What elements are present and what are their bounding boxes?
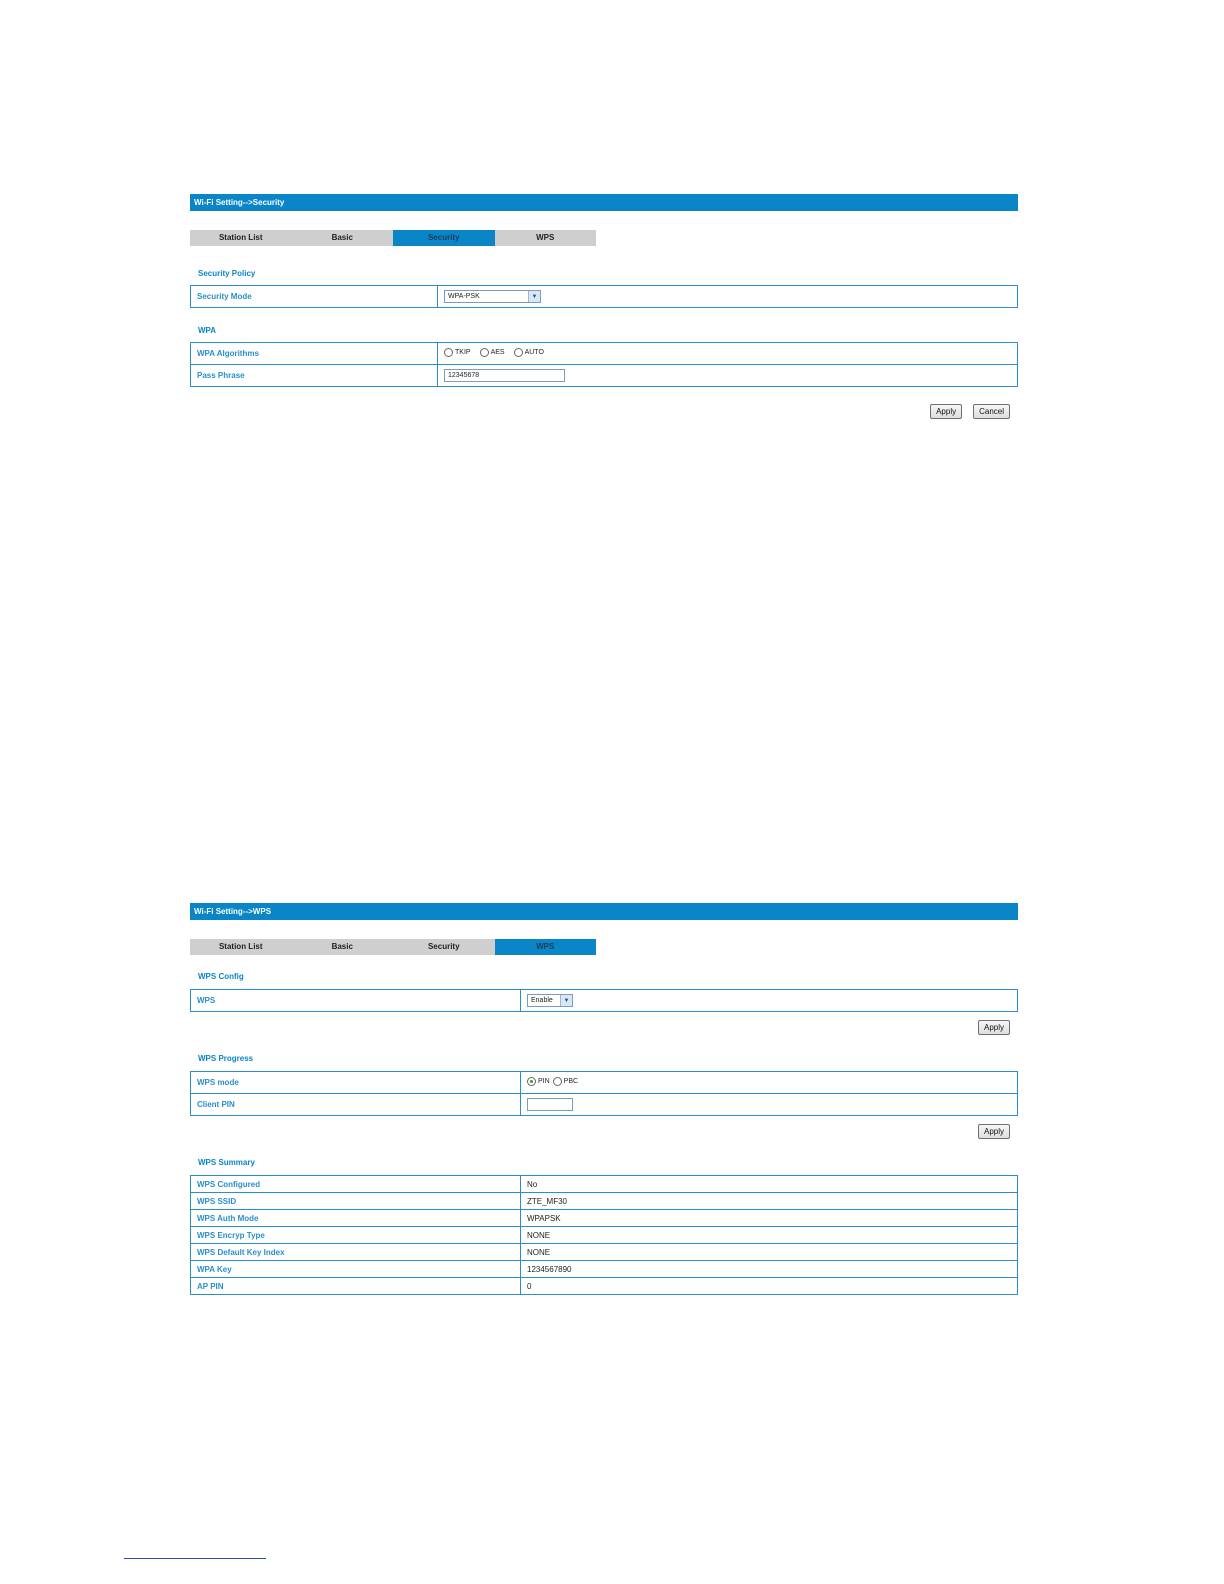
section-title-security-policy: Security Policy xyxy=(198,269,256,278)
tab-basic[interactable]: Basic xyxy=(331,233,353,242)
summary-value: NONE xyxy=(521,1227,1018,1244)
tab-wps[interactable]: WPS xyxy=(536,233,555,242)
wps-config-table xyxy=(190,989,1018,1012)
summary-label: WPS Default Key Index xyxy=(191,1244,521,1261)
tkip-radio[interactable] xyxy=(444,348,453,357)
tab-bar xyxy=(190,939,596,955)
security-policy-table xyxy=(190,285,1018,308)
tab-bar xyxy=(190,230,596,246)
summary-value: No xyxy=(521,1176,1018,1193)
summary-label: WPS SSID xyxy=(191,1193,521,1210)
table-row xyxy=(191,1176,1018,1193)
wps-progress-actions xyxy=(190,1124,1018,1139)
section-title-wps-summary: WPS Summary xyxy=(198,1158,255,1167)
wpa-table xyxy=(190,342,1018,387)
table-row xyxy=(191,1261,1018,1278)
wps-mode-label: WPS mode xyxy=(191,1072,521,1094)
summary-value: 0 xyxy=(521,1278,1018,1295)
footnote-divider xyxy=(124,1558,266,1559)
pass-phrase-cell xyxy=(438,365,1018,387)
summary-label: WPS Configured xyxy=(191,1176,521,1193)
pin-label: PIN xyxy=(538,1078,550,1085)
client-pin-label: Client PIN xyxy=(191,1094,521,1116)
pbc-radio[interactable] xyxy=(553,1077,562,1086)
auto-label: AUTO xyxy=(524,349,544,356)
table-row xyxy=(191,990,1018,1012)
wps-cell xyxy=(521,990,1018,1012)
table-row xyxy=(191,1244,1018,1261)
aes-radio[interactable] xyxy=(480,348,489,357)
security-panel xyxy=(190,194,1018,419)
apply-button[interactable]: Apply xyxy=(930,404,962,419)
tab-wps[interactable]: WPS xyxy=(495,939,597,955)
cancel-button[interactable]: Cancel xyxy=(973,404,1010,419)
page-title: Wi-Fi Setting-->WPS xyxy=(190,903,1018,920)
wps-progress-table xyxy=(190,1071,1018,1116)
table-row xyxy=(191,1193,1018,1210)
client-pin-cell xyxy=(521,1094,1018,1116)
wps-panel xyxy=(190,903,1018,1295)
table-row xyxy=(191,1227,1018,1244)
pass-phrase-label: Pass Phrase xyxy=(191,365,438,387)
wps-mode-cell xyxy=(521,1072,1018,1094)
tab-security[interactable]: Security xyxy=(427,942,460,951)
table-row xyxy=(191,1072,1018,1094)
summary-value: NONE xyxy=(521,1244,1018,1261)
table-row xyxy=(191,286,1018,308)
pin-radio[interactable] xyxy=(527,1077,536,1086)
apply-button[interactable]: Apply xyxy=(978,1124,1010,1139)
aes-label: AES xyxy=(490,349,505,356)
tab-station-list[interactable]: Station List xyxy=(218,942,263,951)
pass-phrase-input[interactable] xyxy=(444,369,565,382)
security-mode-select[interactable] xyxy=(444,290,541,303)
wps-summary-table xyxy=(190,1175,1018,1295)
chevron-down-icon[interactable]: ▼ xyxy=(560,995,572,1006)
summary-label: WPS Auth Mode xyxy=(191,1210,521,1227)
chevron-down-icon[interactable]: ▼ xyxy=(528,291,540,302)
tab-security[interactable]: Security xyxy=(393,230,495,246)
table-row xyxy=(191,1094,1018,1116)
tab-basic[interactable]: Basic xyxy=(331,942,353,951)
summary-label: WPS Encryp Type xyxy=(191,1227,521,1244)
auto-radio[interactable] xyxy=(514,348,523,357)
section-title-wps-progress: WPS Progress xyxy=(198,1054,254,1063)
security-mode-label: Security Mode xyxy=(191,286,438,308)
section-title-wps-config: WPS Config xyxy=(198,972,244,981)
wpa-algorithms-radio-group xyxy=(444,348,553,357)
tkip-label: TKIP xyxy=(455,349,471,356)
wpa-algorithms-label: WPA Algorithms xyxy=(191,343,438,365)
security-actions xyxy=(190,404,1018,419)
security-mode-value: WPA-PSK xyxy=(448,293,480,300)
table-row xyxy=(191,1278,1018,1295)
section-title-wpa: WPA xyxy=(198,326,217,335)
summary-value: WPAPSK xyxy=(521,1210,1018,1227)
table-row xyxy=(191,1210,1018,1227)
tab-station-list[interactable]: Station List xyxy=(218,233,263,242)
summary-value: 1234567890 xyxy=(521,1261,1018,1278)
client-pin-input[interactable] xyxy=(527,1098,573,1111)
wps-mode-radio-group xyxy=(527,1077,587,1086)
wps-enable-value: Enable xyxy=(531,997,553,1004)
wps-label: WPS xyxy=(191,990,521,1012)
summary-label: AP PIN xyxy=(191,1278,521,1295)
pbc-label: PBC xyxy=(563,1078,579,1085)
page-title: Wi-Fi Setting-->Security xyxy=(190,194,1018,211)
summary-label: WPA Key xyxy=(191,1261,521,1278)
security-mode-cell xyxy=(438,286,1018,308)
apply-button[interactable]: Apply xyxy=(978,1020,1010,1035)
wpa-algorithms-cell xyxy=(438,343,1018,365)
summary-value: ZTE_MF30 xyxy=(521,1193,1018,1210)
wps-config-actions xyxy=(190,1020,1018,1035)
table-row xyxy=(191,365,1018,387)
table-row xyxy=(191,343,1018,365)
wps-enable-select[interactable] xyxy=(527,994,573,1007)
